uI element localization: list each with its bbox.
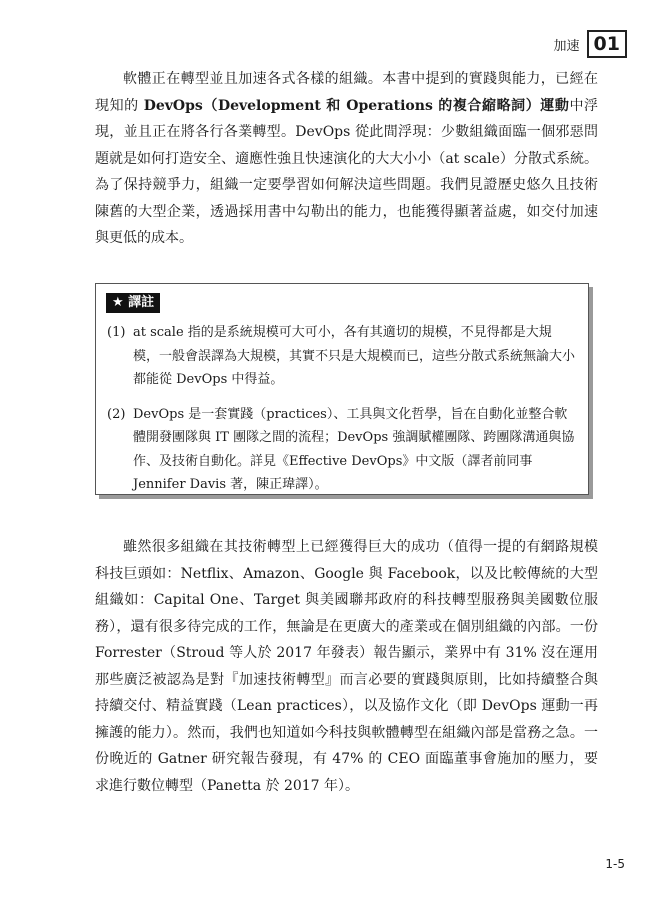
chapter-label: 加速: [553, 38, 580, 54]
note-text: at scale 指的是系統規模可大可小，各有其適切的規模，不見得都是大規模，一般會誤譯為大規模，其實不只是大規模而已，這些分散式系統無論大小都能從 DevOps 中得益。: [133, 325, 576, 387]
note-number: (1): [107, 325, 126, 340]
note-item: [107, 403, 577, 497]
page-number: 1-5: [605, 857, 625, 871]
body-paragraph-2: 雖然很多組織在其技術轉型上已經獲得巨大的成功（值得一提的有網路規模科技巨頭如：Netflix、Amazon、Google 與 Facebook，以及比較傳統的大型組織如：Capital One、Target 與美國聯邦政府的科技轉型服務與美國數位服務），還有很多待完成的工作，無論是在更廣大的產業或在個別組織的內部。一份 Forrester（Stroud 等人於 2017 年發表）報告顯示，業界中有 31% 沒在運用那些廣泛被認為是對『加速技術轉型』而言必要的實踐與原則，比如持續整合與持續交付、精益實踐（Lean practices），以及協作文化（即 DevOps 運動一再擁護的能力）。然而，我們也知道如今科技與軟體轉型在組織內部是當務之急。一份晚近的 Gatner 研究報告發現，有 47% 的 CEO 面臨董事會施加的壓力，要求進行數位轉型（Panetta 於 2017 年）。: [95, 539, 598, 794]
devops-bold-phrase: DevOps（Development 和 Operations 的複合縮略詞）運動: [143, 97, 570, 114]
paragraph-1-text-end: 中浮現，並且正在將各行各業轉型。DevOps 從此間浮現：少數組織面臨一個邪惡問題就是如何打造安全、適應性強且快速演化的大大小小（at scale）分散式系統。為了保持競爭力，組織一定要學習如何解決這些問題。我們見證歷史悠久且技術陳舊的大型企業，透過採用書中勾勒出的能力，也能獲得顯著益處，如交付加速與更低的成本。: [95, 97, 599, 246]
note-item: [107, 321, 577, 392]
chapter-number-box: 01: [587, 30, 627, 58]
note-number: (2): [107, 406, 126, 422]
translator-note-list: [107, 321, 577, 508]
chapter-header: [554, 30, 627, 58]
translator-note-badge: ★ 譯註: [106, 293, 160, 313]
note-text: DevOps 是一套實踐（practices）、工具與文化哲學，旨在自動化並整合軟體開發團隊與 IT 團隊之間的流程；DevOps 強調賦權團隊、跨團隊溝通與協作、及技術自動化。詳見《Effective DevOps》中文版（譯者前同事 Jennifer Davis 著，陳正瑋譯）。: [133, 406, 575, 492]
body-paragraph-1: [95, 66, 598, 252]
paragraph-1-text-start: 軟體正在轉型並且加速各式各樣的組織。本書中提到的實踐與能力，已經在現知的: [95, 71, 598, 114]
translator-note-box: [95, 283, 589, 495]
